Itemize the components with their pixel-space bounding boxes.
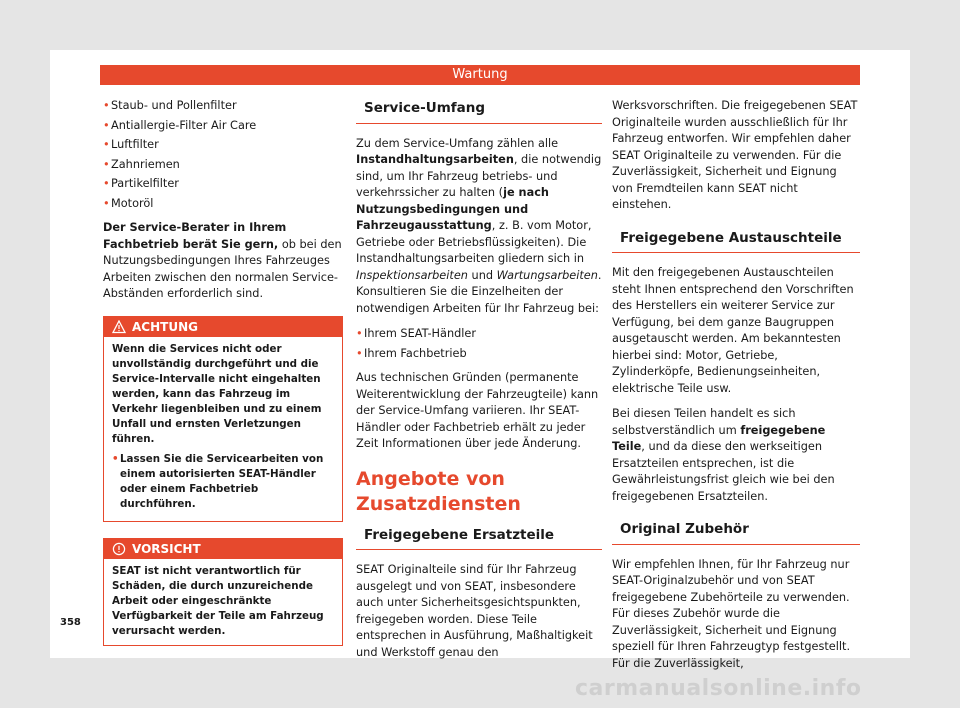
vorsicht-title: VORSICHT bbox=[132, 541, 201, 556]
vorsicht-text: SEAT ist nicht verantwortlich für Schäden, die durch unzureichende Arbeit oder eingeschränkte Verfügbarkeit der Teile am Fahrzeug verursacht werden. bbox=[112, 564, 324, 637]
zubehoer-paragraph: Wir empfehlen Ihnen, für Ihr Fahrzeug nur SEAT-Originalzubehör und von SEAT freigegebene Zubehörteile zu verwenden. Für dieses Zubehör wurde die Zuverlässigkeit, Sicherheit und Eignung speziell für Ihren Fahrzeugtyp festgestellt. Für die Zuverlässigkeit, bbox=[612, 557, 851, 670]
ersatzteile-paragraph: SEAT Originalteile sind für Ihr Fahrzeug ausgelegt und von SEAT, insbesondere auch unter Sicherheitsgesichtspunkten, freigegeben worden. Diese Teile entsprechen in Ausführung, Maßhaltigkeit und Werkstoff genau den bbox=[356, 563, 593, 659]
vorsicht-header bbox=[104, 539, 342, 559]
technical-reasons-paragraph: Aus technischen Gründen (permanente Weiterentwicklung der Fahrzeugteile) kann der Service-Umfang variieren. Ihr SEAT-Händler oder Fachbetrieb erhält zu jeder Zeit Informationen über jede Änderung. bbox=[356, 371, 599, 450]
zubehoer-heading: Original Zubehör bbox=[612, 519, 860, 545]
zusatzdienste-heading: Angebote von Zusatzdiensten bbox=[356, 467, 521, 515]
list-item: • Ihrem Fachbetrieb bbox=[356, 346, 602, 363]
column-1 bbox=[103, 98, 343, 646]
service-advisor-paragraph: Der Service-Berater in Ihrem Fachbetrieb berät Sie gern, ob bei den Nutzungsbedingungen Ihres Fahrzeuges Arbeiten zwischen den normalen Service-Abständen erforderlich sind. bbox=[103, 221, 342, 300]
section-header: Wartung bbox=[100, 65, 860, 85]
warning-triangle-icon bbox=[112, 320, 126, 334]
vorsicht-body bbox=[104, 559, 342, 645]
achtung-header bbox=[104, 317, 342, 337]
vorsicht-box bbox=[103, 538, 343, 646]
list-item: • Ihrem SEAT-Händler bbox=[356, 326, 602, 343]
dealer-list bbox=[356, 326, 602, 362]
austauschteile-paragraph: Mit den freigegebenen Austauschteilen steht Ihnen entsprechend den Vorschriften des Herstellers ein weiterer Service zur Verfügung, bei dem ganze Baugruppen ausgetauscht werden. Am bekanntesten hierbei sind: Motor, Getriebe, Zylinderköpfe, Bedienungseinheiten, elektrische Teile usw. bbox=[612, 266, 854, 395]
achtung-text: Wenn die Services nicht oder unvollständig durchgeführt und die Service-Intervalle nicht eingehalten werden, kann das Fahrzeug im Verkehr liegenbleiben und zu einem Unfall und ernsten Verletzungen führen. bbox=[112, 342, 322, 445]
achtung-box bbox=[103, 316, 343, 522]
ersatzteile-heading: Freigegebene Ersatzteile bbox=[356, 525, 602, 551]
achtung-bullet: • Lassen Sie die Servicearbeiten von einem autorisierten SEAT-Händler oder einem Fachbetrieb durchführen. bbox=[112, 452, 334, 512]
list-item: • Staub- und Pollenfilter bbox=[103, 98, 343, 115]
service-umfang-paragraph: Zu dem Service-Umfang zählen alle Instandhaltungsarbeiten, die notwendig sind, um Ihr Fahrzeug betriebs- und verkehrssicher zu halten (je nach Nutzungsbedingungen und Fahrzeugausstattung, z. B. vom Motor, Getriebe oder Betriebsflüssigkeiten). Die Instandhaltungsarbeiten gliedern sich in Inspektionsarbeiten und Wartungsarbeiten. Konsultieren Sie die Einzelheiten der notwendigen Arbeiten für Ihr Fahrzeug bei: bbox=[356, 136, 602, 315]
service-umfang-heading: Service-Umfang bbox=[356, 98, 602, 124]
list-item: • Luftfilter bbox=[103, 137, 343, 154]
list-item: • Antiallergie-Filter Air Care bbox=[103, 118, 343, 135]
page-number: 358 bbox=[60, 617, 81, 628]
freigegebene-teile-paragraph: Bei diesen Teilen handelt es sich selbstverständlich um freigegebene Teile, und da diese den werkseitigen Ersatzteilen entsprechen, ist die Gewährleistungsfrist gleich wie bei den freigegebenen Ersatzteilen. bbox=[612, 407, 835, 503]
exclamation-circle-icon bbox=[112, 542, 126, 556]
list-item: • Partikelfilter bbox=[103, 176, 343, 193]
maintenance-list bbox=[103, 98, 343, 212]
achtung-body bbox=[104, 337, 342, 521]
list-item: • Zahnriemen bbox=[103, 157, 343, 174]
austauschteile-heading: Freigegebene Austauschteile bbox=[612, 228, 860, 254]
watermark-text: carmanualsonline.info bbox=[575, 676, 862, 701]
column-3 bbox=[612, 98, 860, 681]
list-item: • Motoröl bbox=[103, 196, 343, 213]
column-2 bbox=[356, 98, 602, 670]
achtung-title: ACHTUNG bbox=[132, 319, 198, 334]
werksvorschriften-paragraph: Werksvorschriften. Die freigegebenen SEAT Originalteile wurden ausschließlich für Ihr Fahrzeug entworfen. Wir empfehlen daher SEAT Originalteile zu verwenden. Für die Zuverlässigkeit, Sicherheit und Eignung von Fremdteilen kann SEAT nicht einstehen. bbox=[612, 99, 858, 211]
